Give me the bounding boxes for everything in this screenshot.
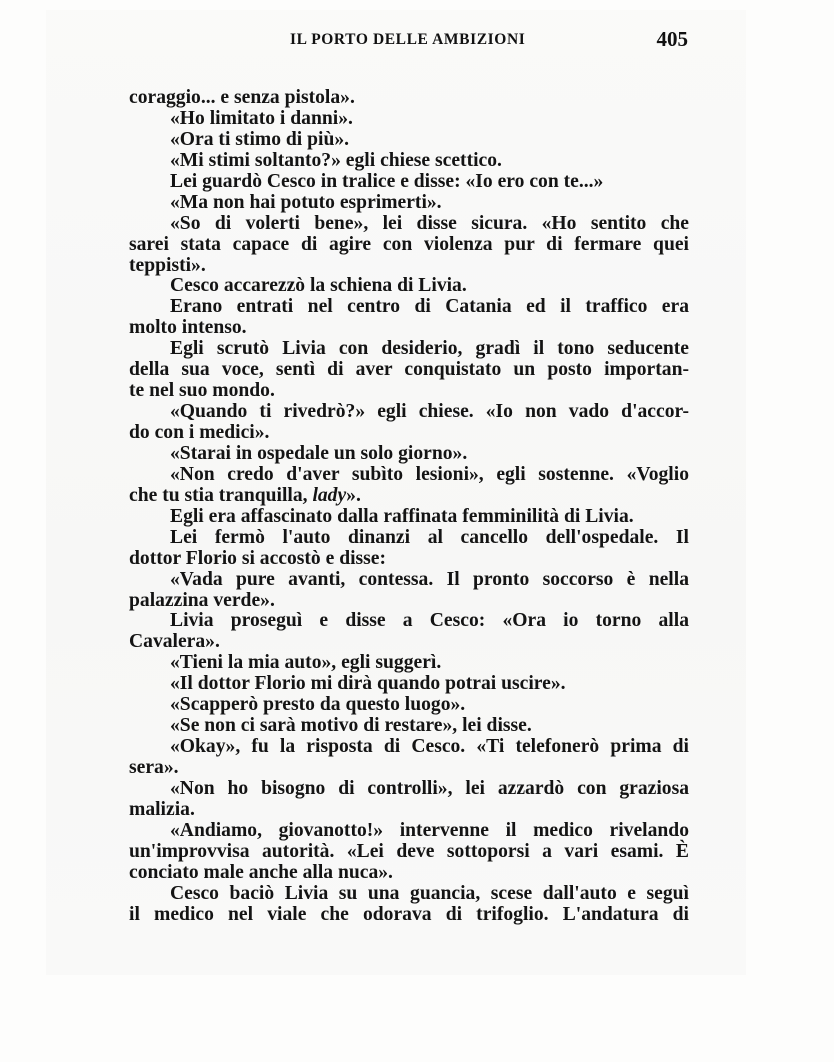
text-line: Livia proseguì e disse a Cesco: «Ora io torno alla <box>170 610 689 632</box>
text-line: dottor Florio si accostò e disse: <box>129 547 387 569</box>
running-title: IL PORTO DELLE AMBIZIONI <box>290 31 526 48</box>
text-line: sera». <box>129 757 179 778</box>
text-line: il medico nel viale che odorava di trifoglio. L'andatura di <box>129 903 689 925</box>
text-line: malizia. <box>129 798 195 820</box>
text-line: Egli era affascinato dalla raffinata femminilità di Livia. <box>170 505 634 527</box>
text-line: teppisti». <box>129 254 206 276</box>
text-line: della sua voce, sentì di aver conquistato un posto importan- <box>129 359 689 381</box>
text-line: «Mi stimi soltanto?» egli chiese scettico. <box>170 149 502 171</box>
text-line: do con i medici». <box>129 422 270 443</box>
text-line: Lei fermò l'auto dinanzi al cancello dell'ospedale. Il <box>170 526 689 548</box>
text-line: «Andiamo, giovanotto!» intervenne il medico rivelando <box>170 819 689 841</box>
text-line: Cavalera». <box>129 631 220 653</box>
text-line: «So di volerti bene», lei disse sicura. «Ho sentito che <box>170 212 689 234</box>
text-line: Cesco baciò Livia su una guancia, scese dall'auto e seguì <box>170 882 689 904</box>
text-line: «Tieni la mia auto», egli suggerì. <box>170 652 442 674</box>
text-line: «Starai in ospedale un solo giorno». <box>170 442 468 464</box>
text-line: coraggio... e senza pistola». <box>129 87 355 108</box>
body-text <box>129 88 689 926</box>
text-line: «Vada pure avanti, contessa. Il pronto soccorso è nella <box>170 568 689 590</box>
text-line: sarei stata capace di agire con violenza pur di fermare quei <box>129 233 689 255</box>
text-line: palazzina verde». <box>129 589 275 611</box>
text-line: Erano entrati nel centro di Catania ed il traffico era <box>170 296 689 318</box>
text-line: «Se non ci sarà motivo di restare», lei disse. <box>170 715 532 737</box>
page-number: 405 <box>656 27 688 51</box>
text-line: un'improvvisa autorità. «Lei deve sottoporsi a vari esami. È <box>129 840 689 862</box>
text-line: conciato male anche alla nuca». <box>129 861 393 883</box>
text-line: te nel suo mondo. <box>129 380 275 402</box>
text-line: Egli scrutò Livia con desiderio, gradì il tono seducente <box>170 338 689 360</box>
text-line: «Il dottor Florio mi dirà quando potrai uscire». <box>170 673 566 695</box>
text-line: molto intenso. <box>129 317 247 339</box>
text-line: «Ora ti stimo di più». <box>170 128 350 150</box>
running-head <box>130 27 690 51</box>
text-run: che tu stia tranquilla, <box>129 484 313 506</box>
text-line: «Scapperò presto da questo luogo». <box>170 694 466 716</box>
text-line: Cesco accarezzò la schiena di Livia. <box>170 275 467 297</box>
text-line: «Okay», fu la risposta di Cesco. «Ti telefonerò prima di <box>170 736 689 758</box>
text-line: «Ho limitato i danni». <box>170 107 353 129</box>
text-line: «Ma non hai potuto esprimerti». <box>170 191 442 213</box>
italic-run: lady <box>312 484 347 506</box>
text-line <box>129 486 689 507</box>
text-line: Lei guardò Cesco in tralice e disse: «Io ero con te...» <box>170 170 604 192</box>
text-line: «Non ho bisogno di controlli», lei azzardò con graziosa <box>170 777 689 799</box>
text-line: «Quando ti rivedrò?» egli chiese. «Io non vado d'accor- <box>170 401 689 423</box>
text-run: ». <box>346 484 361 506</box>
text-line: «Non credo d'aver subìto lesioni», egli sostenne. «Voglio <box>170 463 689 485</box>
